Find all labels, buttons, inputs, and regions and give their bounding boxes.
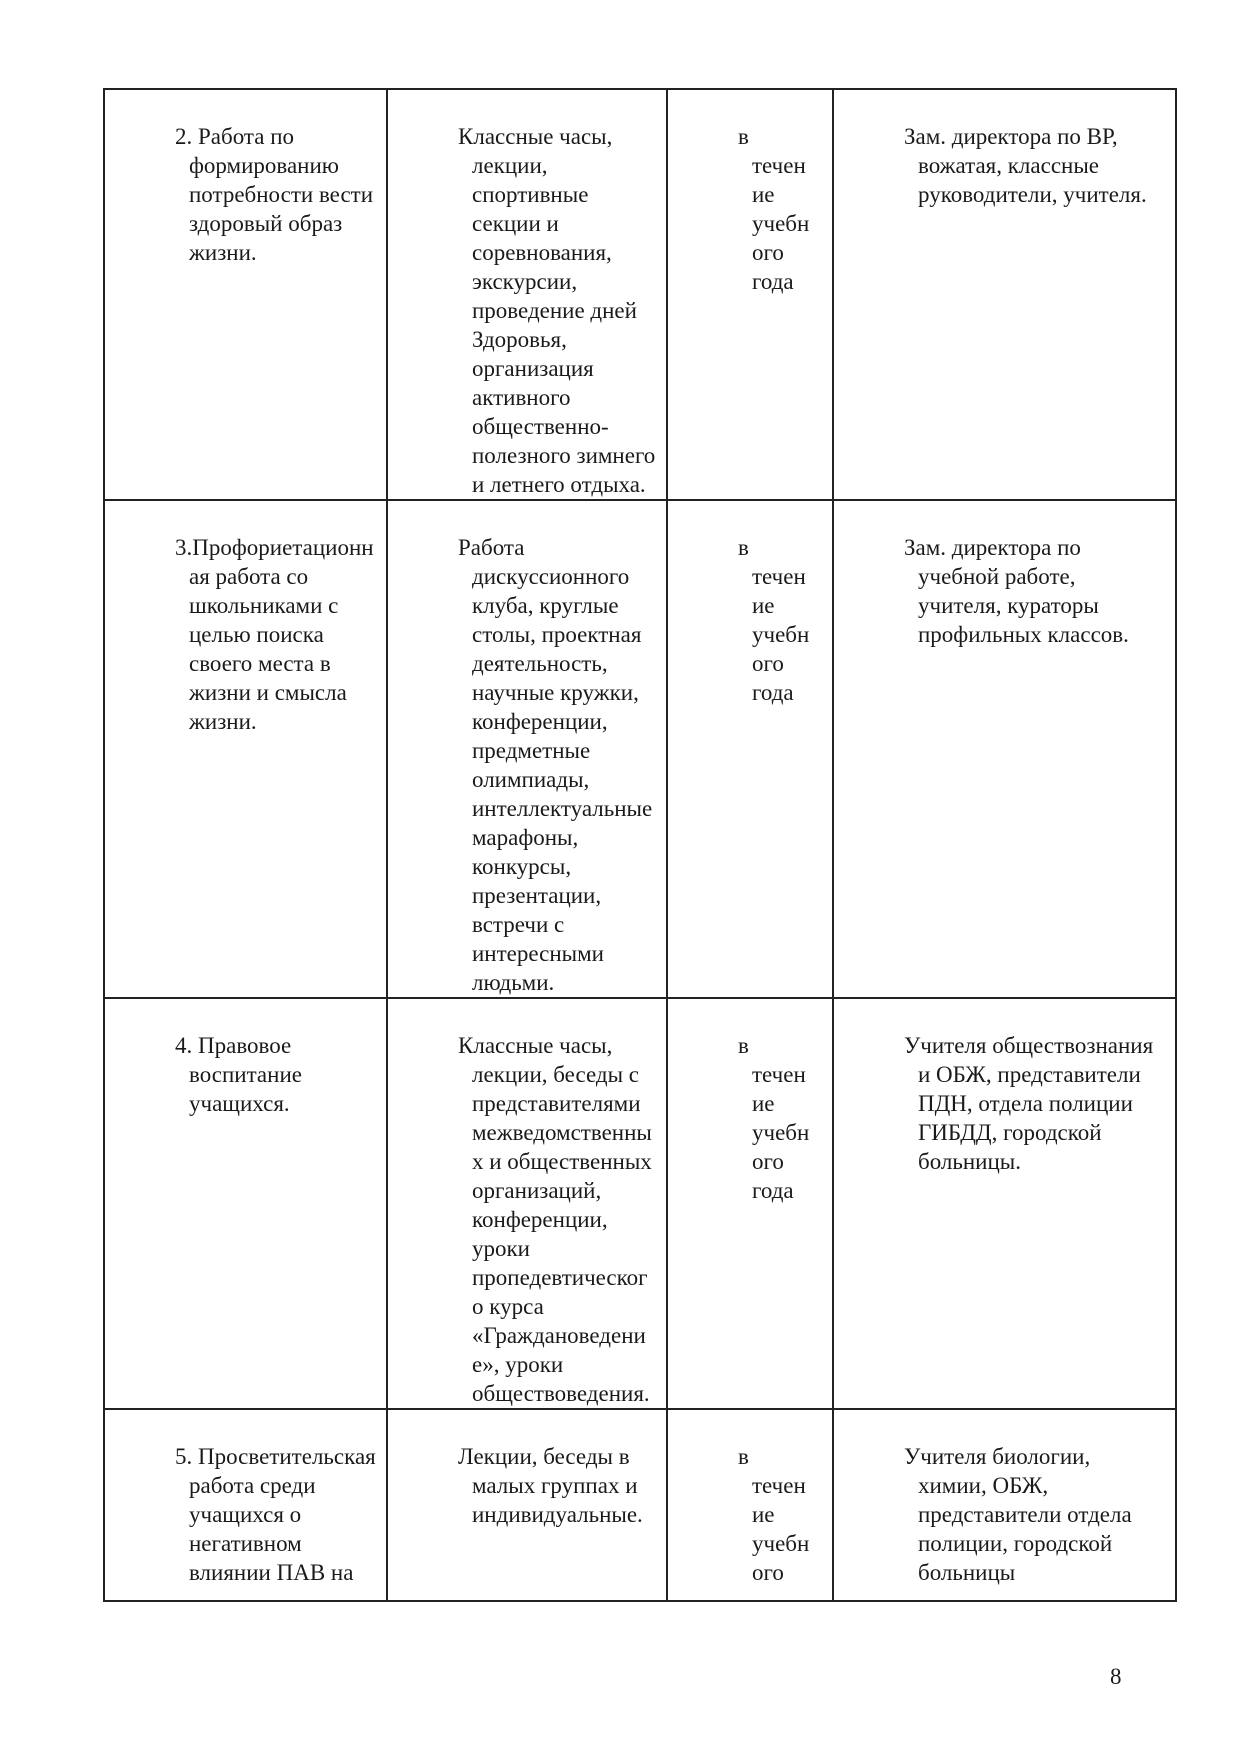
cell-line: жизни. bbox=[189, 240, 257, 265]
cell-line: Учителя обществознания bbox=[904, 1033, 1154, 1058]
cell-line: в bbox=[738, 1033, 749, 1058]
cell-line: негативном bbox=[189, 1531, 302, 1556]
cell-line: обществоведения. bbox=[472, 1381, 650, 1406]
cell-line: конференции, bbox=[472, 709, 608, 734]
cell-line: экскурсии, bbox=[472, 269, 578, 294]
cell-line: в bbox=[738, 535, 749, 560]
responsible-cell bbox=[833, 998, 1176, 1409]
activity-cell bbox=[104, 89, 387, 500]
cell-line: химии, ОБЖ, bbox=[918, 1473, 1049, 1498]
cell-line: Работа bbox=[458, 535, 525, 560]
cell-line: ие bbox=[752, 182, 775, 207]
cell-line: предметные bbox=[472, 738, 591, 763]
cell-line: учебн bbox=[752, 211, 810, 236]
cell-line: спортивные bbox=[472, 182, 589, 207]
cell-line: 4. Правовое bbox=[175, 1033, 292, 1058]
forms-cell bbox=[387, 1409, 667, 1601]
activity-cell bbox=[104, 1409, 387, 1601]
cell-line: 5. Просветительская bbox=[175, 1444, 376, 1469]
cell-line: своего места в bbox=[189, 651, 331, 676]
cell-line: года bbox=[752, 680, 794, 705]
cell-line: клуба, круглые bbox=[472, 593, 619, 618]
responsible-text bbox=[904, 1442, 1175, 1587]
cell-line: профильных классов. bbox=[918, 622, 1129, 647]
cell-line: течен bbox=[752, 564, 806, 589]
cell-line: столы, проектная bbox=[472, 622, 642, 647]
cell-line: ого bbox=[752, 1149, 784, 1174]
cell-line: интеллектуальные bbox=[472, 796, 653, 821]
cell-line: года bbox=[752, 1178, 794, 1203]
cell-line: межведомственны bbox=[472, 1120, 652, 1145]
cell-line: Здоровья, bbox=[472, 327, 567, 352]
cell-line: е», уроки bbox=[472, 1352, 564, 1377]
cell-line: Лекции, беседы в bbox=[458, 1444, 630, 1469]
cell-line: олимпиады, bbox=[472, 767, 590, 792]
cell-line: марафоны, bbox=[472, 825, 579, 850]
cell-line: конференции, bbox=[472, 1207, 608, 1232]
term-text bbox=[738, 122, 832, 296]
term-cell bbox=[667, 89, 833, 500]
cell-line: деятельность, bbox=[472, 651, 608, 676]
cell-line: ого bbox=[752, 240, 784, 265]
cell-line: уроки bbox=[472, 1236, 530, 1261]
cell-line: ПДН, отдела полиции bbox=[918, 1091, 1133, 1116]
cell-line: представители отдела bbox=[918, 1502, 1132, 1527]
term-cell bbox=[667, 998, 833, 1409]
cell-line: течен bbox=[752, 153, 806, 178]
term-text bbox=[738, 1442, 832, 1587]
activity-table bbox=[103, 88, 1177, 1602]
responsible-text bbox=[904, 122, 1175, 209]
term-cell bbox=[667, 500, 833, 998]
cell-line: учебн bbox=[752, 1531, 810, 1556]
activity-text bbox=[175, 533, 386, 736]
cell-line: потребности вести bbox=[189, 182, 374, 207]
cell-line: полиции, городской bbox=[918, 1531, 1113, 1556]
activity-cell bbox=[104, 500, 387, 998]
cell-line: ого bbox=[752, 1560, 784, 1585]
forms-cell bbox=[387, 89, 667, 500]
cell-line: и ОБЖ, представители bbox=[918, 1062, 1141, 1087]
cell-line: учителя, кураторы bbox=[918, 593, 1099, 618]
cell-line: учащихся о bbox=[189, 1502, 302, 1527]
cell-line: дискуссионного bbox=[472, 564, 630, 589]
cell-line: х и общественных bbox=[472, 1149, 652, 1174]
term-text bbox=[738, 533, 832, 707]
cell-line: формированию bbox=[189, 153, 339, 178]
table-row bbox=[104, 998, 1176, 1409]
cell-line: ие bbox=[752, 593, 775, 618]
cell-line: влиянии ПАВ на bbox=[189, 1560, 354, 1585]
term-cell bbox=[667, 1409, 833, 1601]
cell-line: ая работа со bbox=[189, 564, 309, 589]
cell-line: индивидуальные. bbox=[472, 1502, 643, 1527]
cell-line: года bbox=[752, 269, 794, 294]
term-text bbox=[738, 1031, 832, 1205]
cell-line: презентации, bbox=[472, 883, 602, 908]
activity-cell bbox=[104, 998, 387, 1409]
cell-line: лекции, bbox=[472, 153, 548, 178]
forms-text bbox=[458, 533, 666, 997]
cell-line: лекции, беседы с bbox=[472, 1062, 639, 1087]
activity-text bbox=[175, 122, 386, 267]
cell-line: целью поиска bbox=[189, 622, 324, 647]
cell-line: в bbox=[738, 1444, 749, 1469]
cell-line: организаций, bbox=[472, 1178, 602, 1203]
cell-line: проведение дней bbox=[472, 298, 637, 323]
cell-line: организация bbox=[472, 356, 594, 381]
activity-text bbox=[175, 1442, 386, 1587]
cell-line: воспитание bbox=[189, 1062, 302, 1087]
cell-line: ого bbox=[752, 651, 784, 676]
cell-line: здоровый образ bbox=[189, 211, 343, 236]
forms-cell bbox=[387, 500, 667, 998]
cell-line: конкурсы, bbox=[472, 854, 572, 879]
cell-line: больницы. bbox=[918, 1149, 1021, 1174]
cell-line: жизни. bbox=[189, 709, 257, 734]
table-body bbox=[104, 89, 1176, 1601]
cell-line: вожатая, классные bbox=[918, 153, 1100, 178]
forms-cell bbox=[387, 998, 667, 1409]
cell-line: встречи с bbox=[472, 912, 565, 937]
cell-line: Классные часы, bbox=[458, 1033, 613, 1058]
cell-line: 2. Работа по bbox=[175, 124, 294, 149]
cell-line: ГИБДД, городской bbox=[918, 1120, 1102, 1145]
cell-line: активного bbox=[472, 385, 571, 410]
page-number: 8 bbox=[1110, 1664, 1122, 1689]
cell-line: работа среди bbox=[189, 1473, 316, 1498]
cell-line: ие bbox=[752, 1502, 775, 1527]
responsible-text bbox=[904, 533, 1175, 649]
cell-line: соревнования, bbox=[472, 240, 612, 265]
table-row bbox=[104, 89, 1176, 500]
cell-line: в bbox=[738, 124, 749, 149]
cell-line: научные кружки, bbox=[472, 680, 639, 705]
cell-line: пропедевтическог bbox=[472, 1265, 648, 1290]
responsible-cell bbox=[833, 500, 1176, 998]
cell-line: малых группах и bbox=[472, 1473, 638, 1498]
cell-line: Классные часы, bbox=[458, 124, 613, 149]
table-row bbox=[104, 1409, 1176, 1601]
cell-line: полезного зимнего bbox=[472, 443, 656, 468]
cell-line: Учителя биологии, bbox=[904, 1444, 1091, 1469]
forms-text bbox=[458, 1031, 666, 1408]
cell-line: Зам. директора по ВР, bbox=[904, 124, 1118, 149]
cell-line: учебн bbox=[752, 1120, 810, 1145]
cell-line: и летнего отдыха. bbox=[472, 472, 646, 497]
cell-line: Зам. директора по bbox=[904, 535, 1081, 560]
cell-line: течен bbox=[752, 1062, 806, 1087]
cell-line: учебн bbox=[752, 622, 810, 647]
cell-line: учебной работе, bbox=[918, 564, 1076, 589]
cell-line: 3.Профориетационн bbox=[175, 535, 374, 560]
cell-line: руководители, учителя. bbox=[918, 182, 1147, 207]
cell-line: школьниками с bbox=[189, 593, 339, 618]
cell-line: ие bbox=[752, 1091, 775, 1116]
cell-line: секции и bbox=[472, 211, 559, 236]
cell-line: жизни и смысла bbox=[189, 680, 347, 705]
cell-line: представителями bbox=[472, 1091, 641, 1116]
cell-line: больницы bbox=[918, 1560, 1016, 1585]
table-row bbox=[104, 500, 1176, 998]
responsible-text bbox=[904, 1031, 1175, 1176]
cell-line: о курса bbox=[472, 1294, 544, 1319]
cell-line: интересными bbox=[472, 941, 604, 966]
cell-line: людьми. bbox=[472, 970, 555, 995]
activity-text bbox=[175, 1031, 386, 1118]
forms-text bbox=[458, 122, 666, 499]
cell-line: «Граждановедени bbox=[472, 1323, 646, 1348]
cell-line: течен bbox=[752, 1473, 806, 1498]
cell-line: учащихся. bbox=[189, 1091, 290, 1116]
forms-text bbox=[458, 1442, 666, 1529]
responsible-cell bbox=[833, 89, 1176, 500]
responsible-cell bbox=[833, 1409, 1176, 1601]
cell-line: общественно- bbox=[472, 414, 609, 439]
